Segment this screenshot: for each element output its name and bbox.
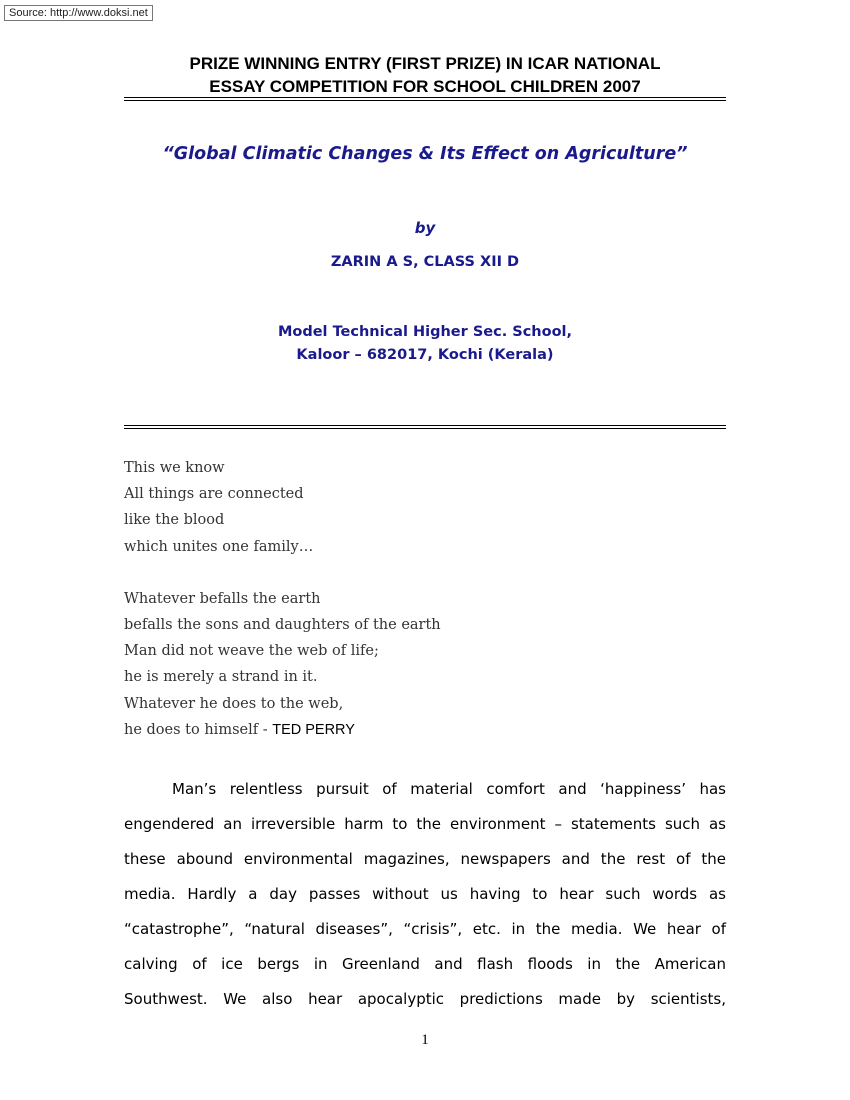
poem-last-line [124,717,441,743]
poem-line: which unites one family… [124,538,314,555]
epigraph-poem [124,455,441,743]
poem-line: he does to himself - [124,721,273,738]
poem-line: Whatever befalls the earth [124,590,321,607]
essay-title: “Global Climatic Changes & Its Effect on Agriculture” [162,144,688,164]
body-line: media. Hardly a day passes without us having to hear such words as [124,885,726,903]
body-line: engendered an irreversible harm to the environment – statements such as [124,815,726,833]
section-rule-bottom [124,428,726,429]
byline: by [414,219,436,237]
poem-credit: TED PERRY [272,721,355,738]
body-line: these abound environmental magazines, newspapers and the rest of the [124,850,726,868]
poem-line: befalls the sons and daughters of the earth [124,617,441,634]
heading-rule-top [124,97,726,98]
body-line: Man’s relentless pursuit of material comfort and ‘happiness’ has [172,780,726,798]
poem-line: he is merely a strand in it. [124,669,318,686]
heading-rule-bottom [124,100,726,101]
poem-line: like the blood [124,512,225,529]
body-line: “catastrophe”, “natural diseases”, “crisis”, etc. in the media. We hear of [124,920,726,938]
source-label[interactable]: Source: http://www.doksi.net [4,5,153,21]
school-address [124,321,726,367]
essay-body [124,772,726,1017]
school-line-1: Model Technical Higher Sec. School, [277,324,573,340]
heading-line-1: PRIZE WINNING ENTRY (FIRST PRIZE) IN ICAR NATIONAL [189,54,661,73]
poem-line: This we know [124,460,225,476]
school-line-2: Kaloor – 682017, Kochi (Kerala) [296,347,554,363]
body-line: Southwest. We also hear apocalyptic predictions made by scientists, [124,990,726,1008]
author-name: ZARIN A S, CLASS XII D [330,254,520,270]
page-number: 1 [421,1032,429,1048]
heading-line-2: ESSAY COMPETITION FOR SCHOOL CHILDREN 2007 [209,77,641,96]
body-line: calving of ice bergs in Greenland and flash floods in the American [124,955,726,973]
section-rule-top [124,425,726,426]
stanza-gap [124,560,441,586]
competition-heading [124,52,726,98]
poem-line: All things are connected [124,486,304,503]
poem-line: Whatever he does to the web, [124,695,344,712]
poem-line: Man did not weave the web of life; [124,643,379,660]
